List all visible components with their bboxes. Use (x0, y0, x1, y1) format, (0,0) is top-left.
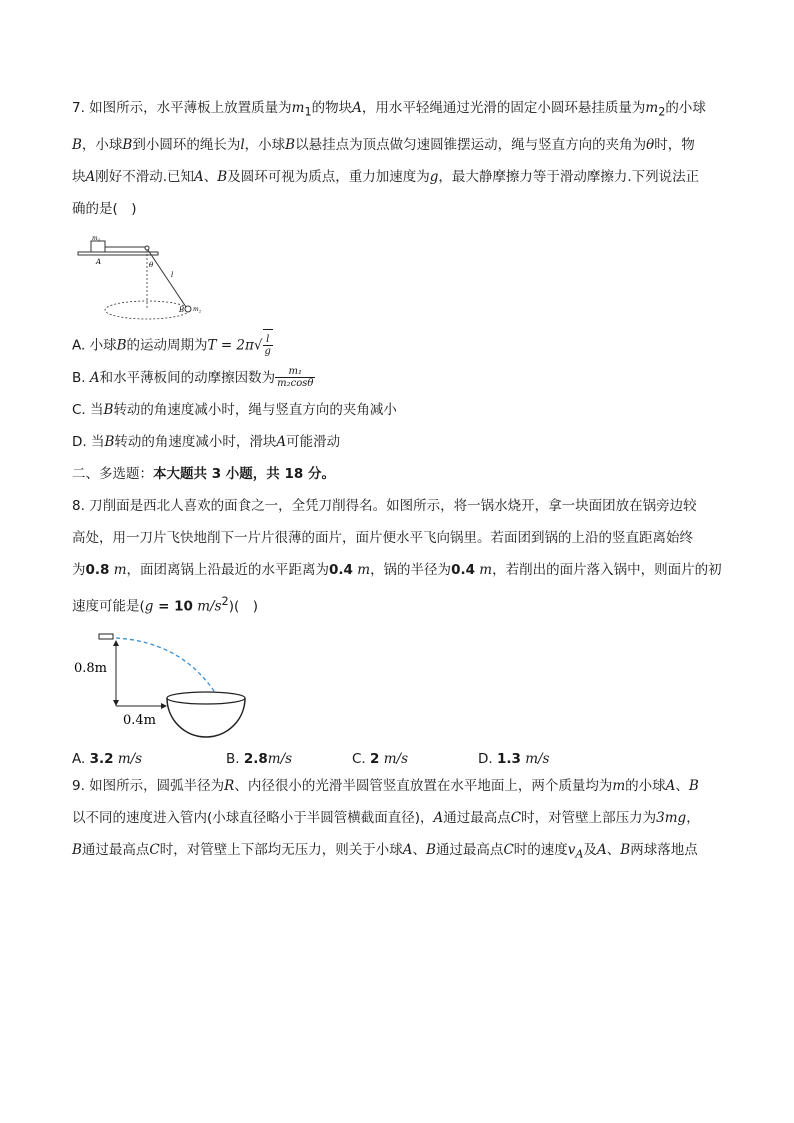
q8-stem-line-2: 高处，用一刀片飞快地削下一片片很薄的面片，面片便水平飞向锅里。若面团到锅的上沿的竖直距离始终 (72, 529, 693, 546)
q8-pot-rim (167, 692, 245, 704)
q7-figure-conical-pendulum (72, 231, 222, 323)
q7-stem-line-4: 确的是( ) (72, 200, 137, 217)
q7-option-d[interactable]: D. 当B转动的角速度减小时，滑块A可能滑动 (72, 433, 341, 450)
q8-option-a[interactable]: A. 3.2 m/s (72, 751, 143, 768)
question-8 (72, 490, 722, 771)
q8-option-d[interactable]: D. 1.3 m/s (478, 751, 550, 768)
q9-stem-line-1: 9. 如图所示，圆弧半径为R、内径很小的光滑半圆管竖直放置在水平地面上，两个质量均为m的小球A、B (72, 778, 699, 795)
q8-arrow-right (161, 703, 167, 709)
q7-ball-b (185, 306, 191, 312)
q7-fraction: $\frac{\text{m₁}}{\text{m₂cosθ}}$ (277, 366, 314, 390)
q8-arrow-up (113, 640, 119, 646)
q7-label-theta: θ (149, 260, 154, 269)
q7-label-l: l (171, 270, 174, 279)
q7-option-c[interactable]: C. 当B转动的角速度减小时，绳与竖直方向的夹角减小 (72, 401, 397, 418)
q8-figure-noodle-pot (72, 632, 272, 742)
q9-stem-line-3: B通过最高点C时，对管壁上下部均无压力，则关于小球A、B通过最高点C时的速度$v_A$及A、B两球落地点 (72, 842, 698, 861)
q7-label-b: B (179, 305, 185, 314)
q7-label-m2: $m_2$ (193, 305, 202, 314)
q8-option-b[interactable]: B. 2.8m/s (226, 751, 293, 768)
q8-trajectory (116, 638, 216, 694)
q8-label-distance: 0.4m (123, 713, 157, 729)
exam-page (72, 92, 722, 871)
q7-block-a (91, 241, 105, 252)
q8-dough (99, 634, 113, 639)
q7-string-l (148, 250, 186, 307)
q7-stem-line-1: 7. 如图所示，水平薄板上放置质量为$m_1$的物块A，用水平轻绳通过光滑的固定小圆环悬挂质量为$m_2$的小球 (72, 100, 706, 119)
section-heading-multiple-choice: 二、多选题：本大题共 3 小题，共 18 分。 (72, 465, 335, 482)
q7-stem-line-3: 块A刚好不滑动.已知A、B及圆环可视为质点，重力加速度为g，最大静摩擦力等于滑动摩擦力.下列说法正 (72, 168, 700, 185)
question-7 (72, 92, 722, 458)
q8-arrow-down (113, 700, 119, 706)
q9-stem-line-2: 以不同的速度进入管内(小球直径略小于半圆管横截面直径)，A通过最高点C时，对管壁上部压力为3mg， (72, 810, 700, 827)
q7-label-a: A (96, 257, 102, 266)
q7-label-m1: $m_1$ (92, 234, 101, 243)
q8-stem-line-3: 为0.8 m，面团离锅上沿最近的水平距离为0.4 m，锅的半径为0.4 m，若削出的面片落入锅中，则面片的初 (72, 561, 722, 578)
q7-stem-line-2: B，小球B到小圆环的绳长为l，小球B以悬挂点为顶点做匀速圆锥摆运动，绳与竖直方向的夹角为θ时，物 (72, 136, 695, 153)
q8-stem-line-1: 8. 刀削面是西北人喜欢的面食之一，全凭刀削得名。如图所示，将一锅水烧开，拿一块面团放在锅旁边较 (72, 497, 697, 514)
q8-label-height: 0.8m (74, 661, 108, 677)
q8-stem-line-4: 速度可能是(g = 10 $m/s^2$)( ) (72, 594, 258, 615)
q7-sqrt: √ $\frac{l}{g}$ (254, 329, 273, 362)
q7-option-a[interactable]: A. 小球B的运动周期为T = 2π√ $\frac{l}{g}$ (72, 329, 722, 362)
question-9 (72, 770, 722, 871)
q8-option-c[interactable]: C. 2 m/s (352, 751, 408, 768)
q8-options-row (72, 748, 722, 770)
q7-ring (145, 246, 149, 250)
q7-board (78, 252, 158, 255)
q7-option-b[interactable]: B. A和水平薄板间的动摩擦因数为 $\frac{\text{m₁}}{\text{m₂cosθ}}$ (72, 366, 314, 390)
